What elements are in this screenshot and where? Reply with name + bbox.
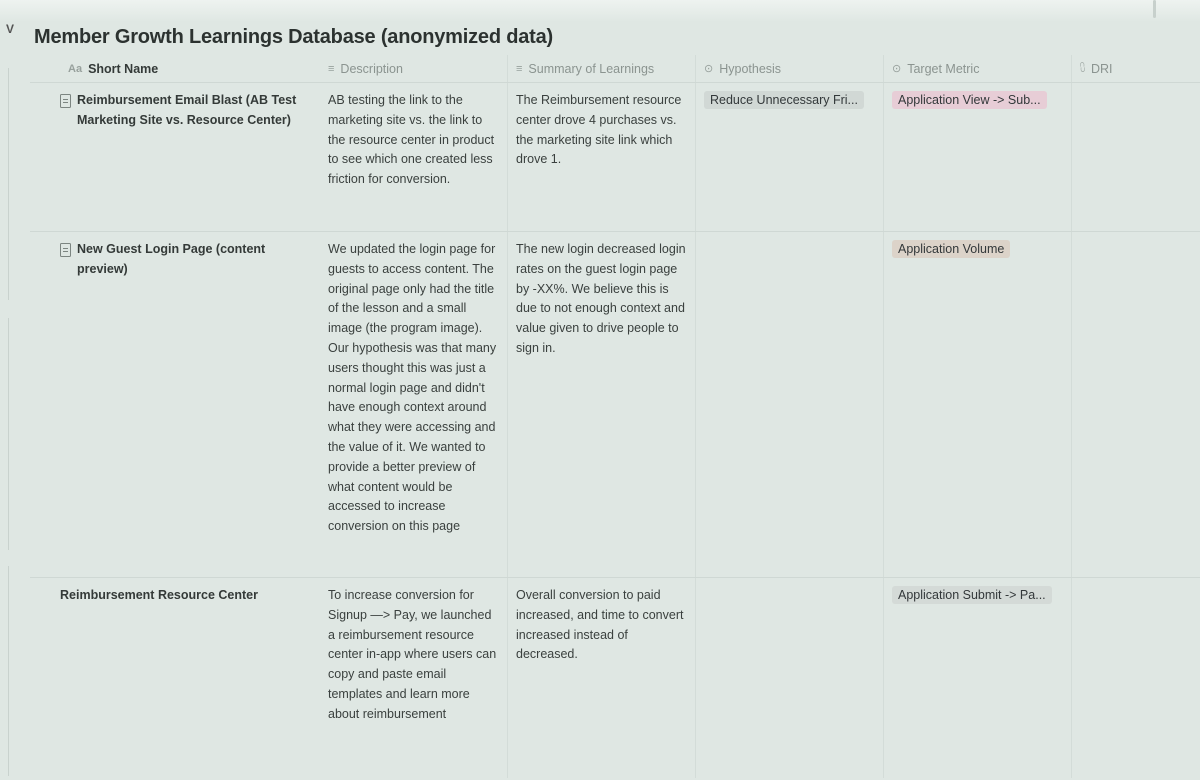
column-header-summary[interactable]	[508, 55, 696, 82]
name-cell[interactable]	[30, 83, 320, 231]
description-cell[interactable]: We updated the login page for guests to access content. The original page only had the title of the lesson and a small image (the program image). Our hypothesis was that many users thought this was just a normal login page and didn't have enough context around what they were accessing and the value of it. We wanted to provide a better preview of what content would be accessed to increase conversion on this page	[320, 232, 508, 577]
column-header-label: Short Name	[88, 61, 159, 76]
column-header-hypothesis[interactable]	[696, 55, 884, 82]
column-header-short-name[interactable]	[30, 55, 320, 82]
column-header-label: Description	[340, 61, 403, 76]
target-metric-cell[interactable]	[884, 83, 1072, 231]
top-bar	[0, 0, 1200, 22]
database-table	[30, 55, 1200, 778]
side-bracket	[8, 566, 11, 776]
table-header	[30, 55, 1200, 83]
table-row[interactable]	[30, 578, 1200, 778]
document-icon	[60, 243, 71, 257]
row-name[interactable]: Reimbursement Resource Center	[60, 588, 258, 602]
text-type-icon: Aa	[68, 62, 83, 75]
row-name[interactable]: Reimbursement Email Blast (AB Test Marketing Site vs. Resource Center)	[77, 93, 297, 127]
side-bracket	[8, 68, 11, 300]
dri-cell[interactable]	[1072, 578, 1200, 778]
summary-cell[interactable]: Overall conversion to paid increased, and time to convert increased instead of decreased.	[508, 578, 696, 778]
hypothesis-cell[interactable]	[696, 232, 884, 577]
column-header-label: Summary of Learnings	[528, 61, 655, 76]
lines-icon: ≡	[328, 62, 335, 75]
column-header-target-metric[interactable]	[884, 55, 1072, 82]
select-icon: ⊙	[892, 63, 902, 75]
target-metric-cell[interactable]	[884, 578, 1072, 778]
target-metric-tag: Application Submit -> Pa...	[892, 586, 1052, 604]
hypothesis-cell[interactable]	[696, 83, 884, 231]
target-metric-tag: Application View -> Sub...	[892, 91, 1047, 109]
scrollbar-thumb[interactable]	[1153, 0, 1156, 18]
dri-cell[interactable]	[1072, 83, 1200, 231]
target-metric-cell[interactable]	[884, 232, 1072, 577]
summary-cell[interactable]: The new login decreased login rates on the guest login page by -XX%. We believe this is due to not enough context and value given to drive people to sign in.	[508, 232, 696, 577]
column-header-label: Hypothesis	[719, 61, 782, 76]
column-header-dri[interactable]	[1072, 55, 1200, 82]
table-row[interactable]	[30, 232, 1200, 578]
page-title: Member Growth Learnings Database (anonymized data)	[34, 26, 553, 48]
column-header-label: Target Metric	[907, 61, 980, 76]
name-cell[interactable]	[30, 232, 320, 577]
name-cell[interactable]	[30, 578, 320, 778]
column-header-label: DRI	[1091, 61, 1113, 76]
lines-icon: ≡	[516, 62, 523, 75]
description-cell[interactable]: To increase conversion for Signup —> Pay, we launched a reimbursement resource center in-app where users can copy and paste email templates and learn more about reimbursement	[320, 578, 508, 778]
document-icon	[60, 94, 71, 108]
table-row[interactable]	[30, 83, 1200, 232]
summary-cell[interactable]: The Reimbursement resource center drove 4 purchases vs. the marketing site link which drove 1.	[508, 83, 696, 231]
edge-mark: V	[6, 22, 15, 36]
side-bracket	[8, 318, 11, 550]
dri-cell[interactable]	[1072, 232, 1200, 577]
description-cell[interactable]: AB testing the link to the marketing site vs. the link to the resource center in product to see which one created less friction for conversion.	[320, 83, 508, 231]
people-icon: ⩇	[1080, 62, 1085, 74]
column-header-description[interactable]	[320, 55, 508, 82]
hypothesis-cell[interactable]	[696, 578, 884, 778]
row-name[interactable]: New Guest Login Page (content preview)	[77, 242, 266, 276]
select-icon: ⊙	[704, 63, 714, 75]
hypothesis-tag: Reduce Unnecessary Fri...	[704, 91, 864, 109]
target-metric-tag: Application Volume	[892, 240, 1010, 258]
